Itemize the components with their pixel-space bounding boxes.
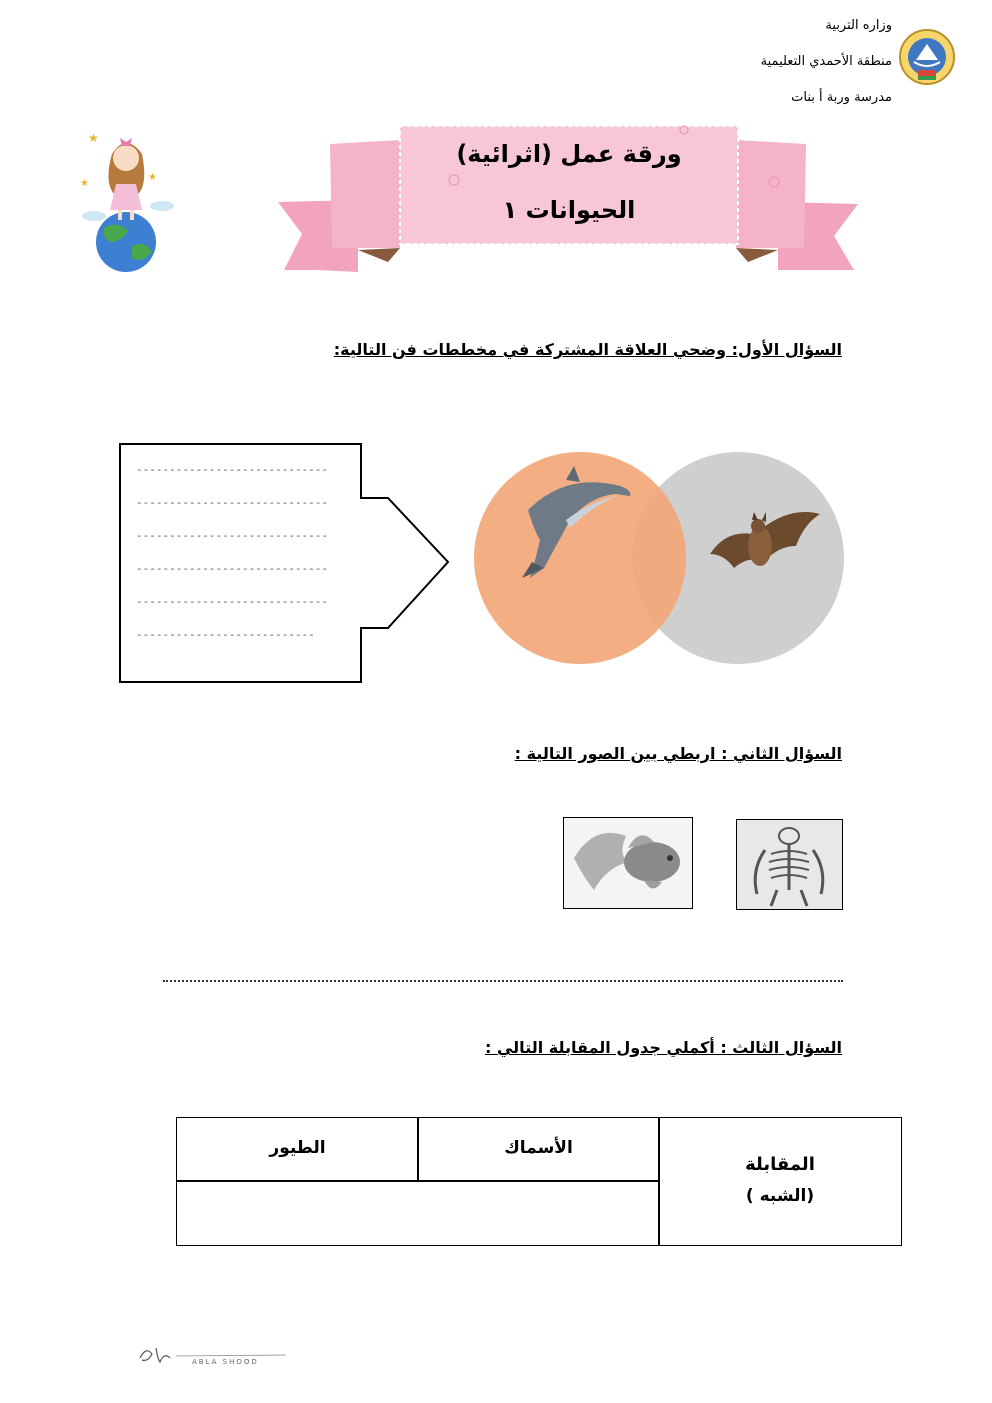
skeleton-icon — [737, 820, 842, 909]
similarity-label: (الشبه ) — [745, 1186, 815, 1206]
table-header-fish — [417, 1117, 660, 1182]
worksheet-subtitle: الحيوانات ١ — [502, 196, 636, 224]
answer-line-4[interactable]: ----------------------------- — [136, 562, 329, 575]
birds-label: الطيور — [269, 1138, 326, 1158]
worksheet-title: ورقة عمل (اثرائية) — [456, 140, 682, 168]
school-name: مدرسة وربة أ بنات — [791, 90, 892, 105]
question-1-label: السؤال الأول: وضحي العلاقة المشتركة في مخططات فن التالية: — [333, 340, 842, 359]
signature-mark — [136, 1340, 296, 1370]
district-name: منطقة الأحمدي التعليمية — [760, 54, 892, 69]
table-row-header — [658, 1117, 902, 1246]
comparison-label: المقابلة — [745, 1154, 815, 1175]
skeleton-picture[interactable] — [736, 819, 843, 910]
svg-text:★: ★ — [148, 172, 157, 183]
girl-on-globe-icon — [76, 124, 176, 274]
signature-text: ABLA SHOOD — [192, 1358, 259, 1366]
fish-icon — [564, 818, 692, 908]
ministry-name: وزاره التربية — [825, 18, 892, 33]
fish-picture[interactable] — [563, 817, 693, 909]
kuwait-emblem-icon — [896, 26, 958, 88]
answer-line-2[interactable]: ----------------------------- — [136, 496, 329, 509]
answer-line-3[interactable]: ----------------------------- — [136, 529, 329, 542]
answer-line-1[interactable]: ----------------------------- — [136, 463, 329, 476]
venn-diagram — [470, 450, 848, 668]
question-2-answer-line[interactable] — [163, 966, 843, 982]
table-header-birds — [176, 1117, 419, 1182]
table-answer-cell[interactable] — [176, 1180, 660, 1246]
fish-label: الأسماك — [504, 1138, 573, 1158]
question-2-label: السؤال الثاني : اربطي بين الصور التالية : — [514, 744, 842, 763]
svg-text:★: ★ — [88, 131, 99, 145]
svg-text:★: ★ — [80, 178, 89, 189]
answer-line-6[interactable]: --------------------------- — [136, 628, 315, 641]
answer-line-5[interactable]: ----------------------------- — [136, 595, 329, 608]
comparison-table — [176, 1117, 902, 1246]
question-3-label: السؤال الثالث : أكملي جدول المقابلة التالي : — [485, 1038, 842, 1057]
